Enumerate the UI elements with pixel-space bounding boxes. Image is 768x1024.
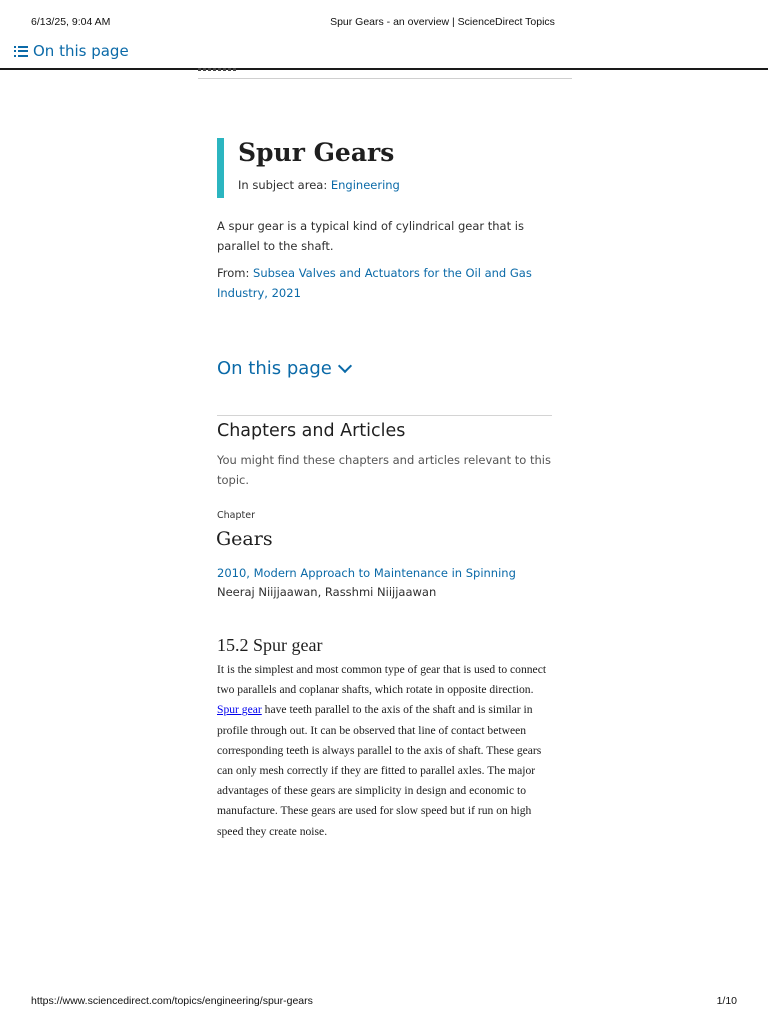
- chapter-title[interactable]: Gears: [216, 528, 273, 550]
- definition-source-link[interactable]: Subsea Valves and Actuators for the Oil and Gas Industry, 2021: [217, 266, 532, 300]
- excerpt-text-before: It is the simplest and most common type of gear that is used to connect two parallels and coplanar shafts, which rotate in opposite direction.: [217, 663, 547, 697]
- logo-fragment: [198, 68, 236, 73]
- print-url: https://www.sciencedirect.com/topics/engineering/spur-gears: [31, 995, 313, 1007]
- subject-area-prefix: In subject area:: [238, 178, 331, 192]
- subject-area: [238, 178, 400, 192]
- print-header: [0, 16, 768, 30]
- print-page-number: 1/10: [716, 995, 737, 1007]
- print-footer: [0, 995, 768, 1009]
- on-this-page-toggle[interactable]: [14, 42, 129, 60]
- section-divider: [217, 415, 552, 416]
- topic-definition: A spur gear is a typical kind of cylindrical gear that is parallel to the shaft.: [217, 219, 524, 253]
- chapter-authors: Neeraj Niijjaawan, Rasshmi Niijjaawan: [217, 585, 437, 599]
- definition-source: [217, 264, 552, 303]
- topic-title-block: [217, 138, 552, 198]
- chapter-excerpt: [217, 660, 557, 842]
- spur-gear-link[interactable]: Spur gear: [217, 703, 262, 717]
- header-divider: [198, 78, 572, 79]
- chapter-source-link[interactable]: 2010, Modern Approach to Maintenance in Spinning: [217, 566, 516, 580]
- chevron-down-icon: [338, 359, 352, 373]
- print-datetime: 6/13/25, 9:04 AM: [31, 16, 111, 28]
- list-icon: [14, 46, 28, 57]
- on-this-page-toggle-label: On this page: [33, 42, 129, 60]
- excerpt-heading: 15.2 Spur gear: [217, 635, 323, 655]
- chapters-description: You might find these chapters and articles relevant to this topic.: [217, 453, 551, 487]
- on-this-page-dropdown-label: On this page: [217, 358, 332, 379]
- definition-source-prefix: From:: [217, 266, 254, 280]
- sticky-toolbar: [0, 36, 768, 70]
- on-this-page-dropdown[interactable]: [217, 358, 350, 379]
- chapter-type-label: Chapter: [217, 510, 255, 521]
- subject-area-link[interactable]: Engineering: [330, 178, 400, 192]
- chapters-heading: Chapters and Articles: [217, 421, 406, 441]
- page-title: Spur Gears: [238, 138, 395, 167]
- print-page-title: Spur Gears - an overview | ScienceDirect Topics: [330, 16, 555, 28]
- excerpt-text-after: have teeth parallel to the axis of the shaft and is similar in profile through out. It can be observed that line of contact between corresponding teeth is always parallel to the axis of shaft. These gears can only mesh correctly if they are fitted to parallel axles. The major advantages of these gears are simplicity in design and economic to manufacture. These gears are used for slow speed but if run on high speed they create noise.: [217, 703, 542, 838]
